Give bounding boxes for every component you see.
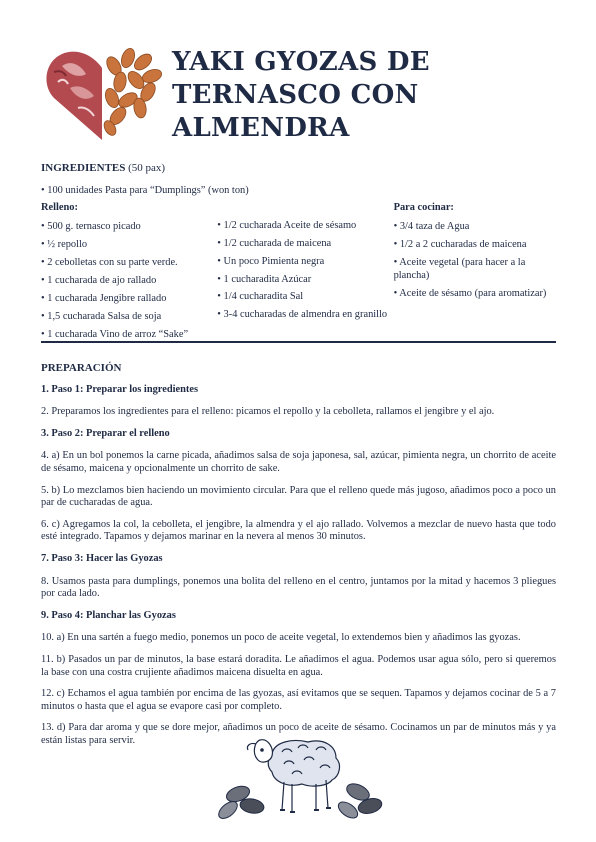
ingredient-item: • 1/2 cucharada de maicena — [217, 237, 393, 250]
ingredient-item: • 1 cucharada Vino de arroz “Sake” — [41, 328, 217, 341]
ingredients-heading — [41, 162, 557, 175]
ingredient-item: • 1/2 a 2 cucharadas de maicena — [394, 238, 557, 251]
relleno-heading: Relleno: — [41, 201, 78, 213]
step-heading: 3. Paso 2: Preparar el relleno — [41, 427, 170, 439]
relleno-column-2 — [217, 201, 393, 346]
cocinar-heading: Para cocinar: — [393, 201, 454, 213]
ingredient-item: • ½ repollo — [41, 238, 217, 251]
preparation-heading: PREPARACIÓN — [41, 362, 122, 374]
title-line: TERNASCO CON — [172, 80, 419, 110]
ingredient-columns — [41, 201, 557, 346]
preparation-section — [41, 362, 556, 756]
pasta-list — [41, 184, 557, 197]
step-paragraph: 2. Preparamos los ingredientes para el relleno: picamos el repollo y la cebolleta, rallamos el jengibre y el ajo. — [41, 406, 495, 418]
ingredient-item: • 500 g. ternasco picado — [41, 220, 217, 233]
ingredient-item: • Aceite de sésamo (para aromatizar) — [394, 287, 557, 300]
step-paragraph: 11. b) Pasados un par de minutos, la base estará doradita. Le añadimos el agua. Podemos usar agua sólo, pero si queremos la base con una costra crujiente añadimos maicena disuelta en agua. — [41, 653, 556, 678]
step-paragraph: 5. b) Lo mezclamos bien haciendo un movimiento circular. Para que el relleno quede más jugoso, añadimos poco a poco un par de cucharadas de agua. — [41, 484, 556, 509]
ingredient-item: • 1,5 cucharada Salsa de soja — [41, 310, 217, 323]
ingredient-item: • 1 cucharada Jengibre rallado — [41, 292, 217, 305]
ingredient-item: • 1 cucharadita Azúcar — [217, 273, 393, 286]
title-line: ALMENDRA — [172, 113, 350, 143]
section-divider — [41, 341, 556, 343]
ingredient-item: • 1 cucharada de ajo rallado — [41, 274, 217, 287]
step-heading: 7. Paso 3: Hacer las Gyozas — [41, 552, 163, 564]
meat-almond-heart-icon — [40, 44, 164, 144]
recipe-title — [172, 46, 472, 145]
ingredient-item: • Un poco Pimienta negra — [217, 255, 393, 268]
ingredient-item: • 1/2 cucharada Aceite de sésamo — [217, 219, 393, 232]
step-paragraph: 6. c) Agregamos la col, la cebolleta, el jengibre, la almendra y el ajo rallado. Volvemos a mezclar de nuevo hasta que todo esté integrado. Tapamos y dejamos marinar en la nevera al menos 30 minutos. — [41, 518, 556, 543]
step-paragraph: 12. c) Echamos el agua también por encima de las gyozas, así evitamos que se sequen. Tapamos y dejamos cocinar de 5 a 7 minutos o hasta que el agua se evapore casi por completo. — [41, 688, 556, 712]
step-paragraph: 4. a) En un bol ponemos la carne picada, añadimos salsa de soja japonesa, sal, azúcar, pimienta negra, un chorrito de aceite de sésamo, maicena y opcionalmente un chorrito de sake. — [41, 450, 556, 474]
ingredient-item: • 3-4 cucharadas de almendra en granillo — [217, 308, 393, 321]
step-paragraph: 8. Usamos pasta para dumplings, ponemos una bolita del relleno en el centro, juntamos por la mitad y hacemos 3 pliegues por cada lado. — [41, 575, 556, 600]
ingredients-section — [41, 162, 557, 346]
ingredient-item: • 1/4 cucharadita Sal — [217, 290, 393, 303]
title-line: YAKI GYOZAS DE — [172, 47, 430, 77]
lamb-almonds-icon — [212, 724, 392, 824]
step-heading: 1. Paso 1: Preparar los ingredientes — [41, 383, 199, 395]
relleno-column-1 — [41, 201, 217, 346]
step-paragraph: 13. d) Para dar aroma y que se dore mejor, añadimos un poco de aceite de sésamo. Cocinamos un par de minutos más y ya están listas para servir. — [41, 722, 556, 746]
cocinar-column — [394, 201, 557, 346]
ingredient-item: • 100 unidades Pasta para “Dumplings” (won ton) — [41, 184, 557, 197]
step-paragraph: 10. a) En una sartén a fuego medio, ponemos un poco de aceite vegetal, lo extendemos bien y añadimos las gyozas. — [41, 632, 521, 644]
ingredient-item: • 2 cebolletas con su parte verde. — [41, 256, 217, 269]
ingredient-item: • 3/4 taza de Agua — [394, 220, 557, 233]
servings-count: (50 pax) — [128, 162, 166, 174]
ingredient-item: • Aceite vegetal (para hacer a la plancha) — [394, 256, 557, 283]
ingredients-title: INGREDIENTES — [41, 162, 126, 174]
step-heading: 9. Paso 4: Planchar las Gyozas — [41, 609, 176, 621]
